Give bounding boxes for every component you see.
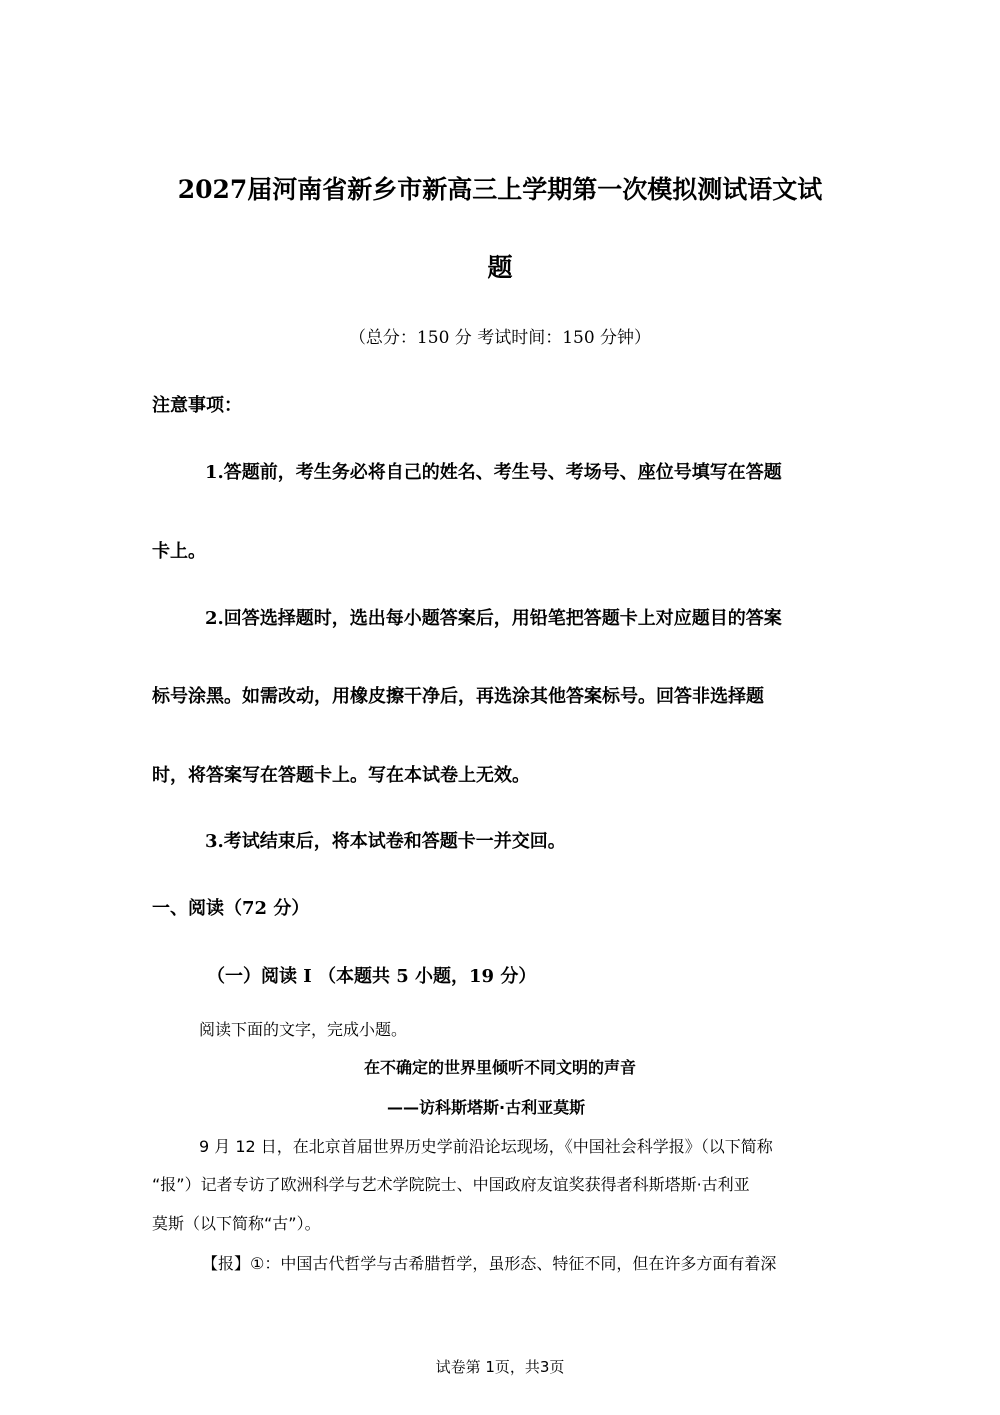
article-line-1: 9 月 12 日，在北京首届世界历史学前沿论坛现场，《中国社会科学报》（以下简称 xyxy=(199,1137,773,1156)
article-title: 在不确定的世界里倾听不同文明的声音 xyxy=(363,1058,636,1077)
article-line-4: 【报】①：中国古代哲学与古希腊哲学，虽形态、特征不同，但在许多方面有着深 xyxy=(202,1254,777,1273)
notice-heading: 注意事项： xyxy=(152,395,242,416)
article-line-3: 莫斯（以下简称“古”）。 xyxy=(152,1214,321,1233)
reading-instruction: 阅读下面的文字，完成小题。 xyxy=(199,1020,408,1039)
notice-item-2-line2: 标号涂黑。如需改动，用橡皮擦干净后，再选涂其他答案标号。回答非选择题 xyxy=(152,686,764,707)
subsection-heading: （一）阅读 I （本题共 5 小题，19 分） xyxy=(207,966,537,987)
section-heading: 一、阅读（72 分） xyxy=(152,898,310,919)
article-subtitle: ——访科斯塔斯·古利亚莫斯 xyxy=(387,1098,586,1117)
notice-item-1-line1: 1.答题前，考生务必将自己的姓名、考生号、考场号、座位号填写在答题 xyxy=(205,462,782,483)
exam-info: （总分：150 分 考试时间：150 分钟） xyxy=(348,328,652,348)
document-title-line1: 2027届河南省新乡市新高三上学期第一次模拟测试语文试 xyxy=(177,175,823,204)
article-line-2: “报”）记者专访了欧洲科学与艺术学院院士、中国政府友谊奖获得者科斯塔斯·古利亚 xyxy=(152,1175,750,1194)
notice-item-2-line3: 时，将答案写在答题卡上。写在本试卷上无效。 xyxy=(152,765,530,786)
notice-item-3: 3.考试结束后，将本试卷和答题卡一并交回。 xyxy=(205,831,566,852)
document-title-line2: 题 xyxy=(487,253,513,282)
page-footer: 试卷第 1页，共3页 xyxy=(435,1358,565,1376)
notice-item-1-line2: 卡上。 xyxy=(152,541,206,562)
notice-item-2-line1: 2.回答选择题时，选出每小题答案后，用铅笔把答题卡上对应题目的答案 xyxy=(205,608,782,629)
